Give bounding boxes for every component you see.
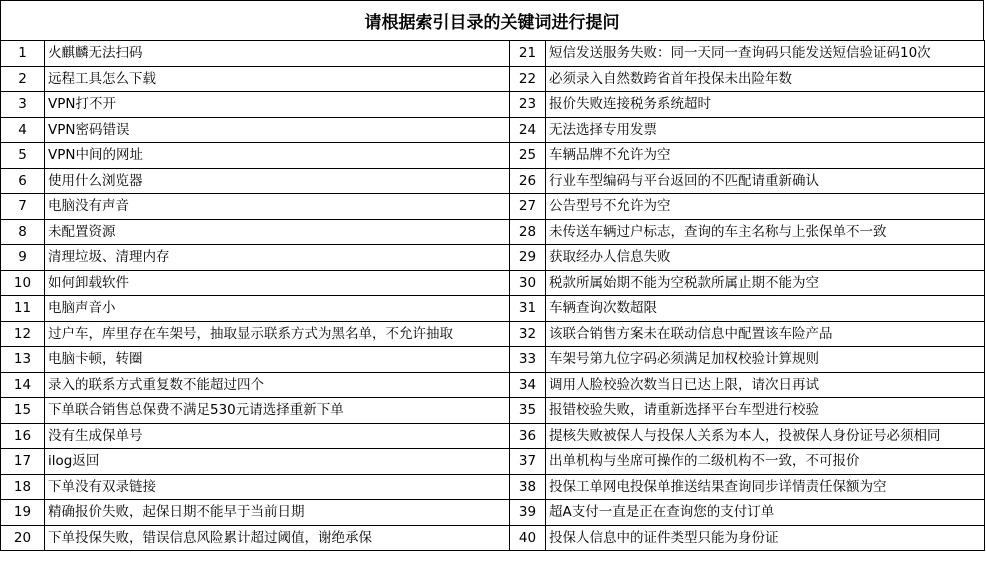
right-index-cell: 22 [510, 66, 546, 92]
table-row [1, 270, 985, 296]
left-index-cell: 14 [1, 372, 45, 398]
right-index-cell: 37 [510, 449, 546, 475]
table-row [1, 398, 985, 424]
table-body [1, 41, 985, 551]
right-keyword-cell: 报错校验失败，请重新选择平台车型进行校验 [546, 398, 985, 424]
table-row [1, 41, 985, 67]
right-index-cell: 39 [510, 500, 546, 526]
left-index-cell: 1 [1, 41, 45, 67]
left-keyword-cell: ilog返回 [45, 449, 510, 475]
right-index-cell: 38 [510, 474, 546, 500]
table-row [1, 66, 985, 92]
right-index-cell: 36 [510, 423, 546, 449]
right-keyword-cell: 超A支付一直是正在查询您的支付订单 [546, 500, 985, 526]
table-row [1, 143, 985, 169]
left-index-cell: 10 [1, 270, 45, 296]
right-index-cell: 31 [510, 296, 546, 322]
right-index-cell: 33 [510, 347, 546, 373]
right-keyword-cell: 投保工单网电投保单推送结果查询同步详情责任保额为空 [546, 474, 985, 500]
right-index-cell: 32 [510, 321, 546, 347]
table-row [1, 92, 985, 118]
right-keyword-cell: 公告型号不允许为空 [546, 194, 985, 220]
left-index-cell: 8 [1, 219, 45, 245]
right-keyword-cell: 报价失败连接税务系统超时 [546, 92, 985, 118]
left-keyword-cell: 电脑没有声音 [45, 194, 510, 220]
right-index-cell: 24 [510, 117, 546, 143]
left-keyword-cell: 未配置资源 [45, 219, 510, 245]
right-keyword-cell: 该联合销售方案未在联动信息中配置该车险产品 [546, 321, 985, 347]
left-index-cell: 20 [1, 525, 45, 551]
left-index-cell: 3 [1, 92, 45, 118]
left-keyword-cell: 使用什么浏览器 [45, 168, 510, 194]
table-row [1, 117, 985, 143]
left-index-cell: 4 [1, 117, 45, 143]
right-index-cell: 29 [510, 245, 546, 271]
right-keyword-cell: 调用人脸校验次数当日已达上限，请次日再试 [546, 372, 985, 398]
right-index-cell: 40 [510, 525, 546, 551]
left-keyword-cell: 如何卸载软件 [45, 270, 510, 296]
left-index-cell: 11 [1, 296, 45, 322]
left-index-cell: 6 [1, 168, 45, 194]
table-row [1, 449, 985, 475]
left-index-cell: 7 [1, 194, 45, 220]
table-row [1, 474, 985, 500]
table-row [1, 194, 985, 220]
left-keyword-cell: 下单联合销售总保费不满足530元请选择重新下单 [45, 398, 510, 424]
left-index-cell: 5 [1, 143, 45, 169]
right-index-cell: 26 [510, 168, 546, 194]
left-index-cell: 19 [1, 500, 45, 526]
keyword-index-table [0, 40, 985, 551]
table-row [1, 423, 985, 449]
table-row [1, 168, 985, 194]
left-keyword-cell: 电脑卡顿，转圈 [45, 347, 510, 373]
left-keyword-cell: VPN密码错误 [45, 117, 510, 143]
right-index-cell: 30 [510, 270, 546, 296]
right-index-cell: 28 [510, 219, 546, 245]
left-keyword-cell: 电脑声音小 [45, 296, 510, 322]
left-index-cell: 9 [1, 245, 45, 271]
table-row [1, 245, 985, 271]
right-keyword-cell: 短信发送服务失败：同一天同一查询码只能发送短信验证码10次 [546, 41, 985, 67]
right-keyword-cell: 车辆查询次数超限 [546, 296, 985, 322]
left-keyword-cell: VPN中间的网址 [45, 143, 510, 169]
right-keyword-cell: 无法选择专用发票 [546, 117, 985, 143]
left-keyword-cell: 下单没有双录链接 [45, 474, 510, 500]
right-keyword-cell: 未传送车辆过户标志，查询的车主名称与上张保单不一致 [546, 219, 985, 245]
right-index-cell: 25 [510, 143, 546, 169]
table-row [1, 321, 985, 347]
left-keyword-cell: 下单投保失败，错误信息风险累计超过阈值，谢绝承保 [45, 525, 510, 551]
right-index-cell: 27 [510, 194, 546, 220]
right-index-cell: 34 [510, 372, 546, 398]
right-keyword-cell: 行业车型编码与平台返回的不匹配请重新确认 [546, 168, 985, 194]
sheet-title: 请根据索引目录的关键词进行提问 [0, 0, 984, 41]
left-index-cell: 12 [1, 321, 45, 347]
right-keyword-cell: 投保人信息中的证件类型只能为身份证 [546, 525, 985, 551]
left-keyword-cell: VPN打不开 [45, 92, 510, 118]
right-index-cell: 21 [510, 41, 546, 67]
left-keyword-cell: 清理垃圾、清理内存 [45, 245, 510, 271]
left-keyword-cell: 过户车，库里存在车架号，抽取显示联系方式为黑名单，不允许抽取 [45, 321, 510, 347]
right-keyword-cell: 必须录入自然数跨省首年投保未出险年数 [546, 66, 985, 92]
right-index-cell: 23 [510, 92, 546, 118]
left-index-cell: 16 [1, 423, 45, 449]
right-keyword-cell: 车辆品牌不允许为空 [546, 143, 985, 169]
left-keyword-cell: 精确报价失败，起保日期不能早于当前日期 [45, 500, 510, 526]
right-keyword-cell: 税款所属始期不能为空税款所属止期不能为空 [546, 270, 985, 296]
table-row [1, 525, 985, 551]
left-index-cell: 17 [1, 449, 45, 475]
right-keyword-cell: 获取经办人信息失败 [546, 245, 985, 271]
left-keyword-cell: 没有生成保单号 [45, 423, 510, 449]
left-index-cell: 2 [1, 66, 45, 92]
left-index-cell: 13 [1, 347, 45, 373]
left-keyword-cell: 火麒麟无法扫码 [45, 41, 510, 67]
right-keyword-cell: 车架号第九位字码必须满足加权校验计算规则 [546, 347, 985, 373]
table-row [1, 296, 985, 322]
right-keyword-cell: 出单机构与坐席可操作的二级机构不一致，不可报价 [546, 449, 985, 475]
table-row [1, 219, 985, 245]
table-row [1, 372, 985, 398]
left-index-cell: 15 [1, 398, 45, 424]
right-index-cell: 35 [510, 398, 546, 424]
left-index-cell: 18 [1, 474, 45, 500]
table-row [1, 500, 985, 526]
left-keyword-cell: 远程工具怎么下载 [45, 66, 510, 92]
right-keyword-cell: 提核失败被保人与投保人关系为本人，投被保人身份证号必须相同 [546, 423, 985, 449]
table-row [1, 347, 985, 373]
left-keyword-cell: 录入的联系方式重复数不能超过四个 [45, 372, 510, 398]
